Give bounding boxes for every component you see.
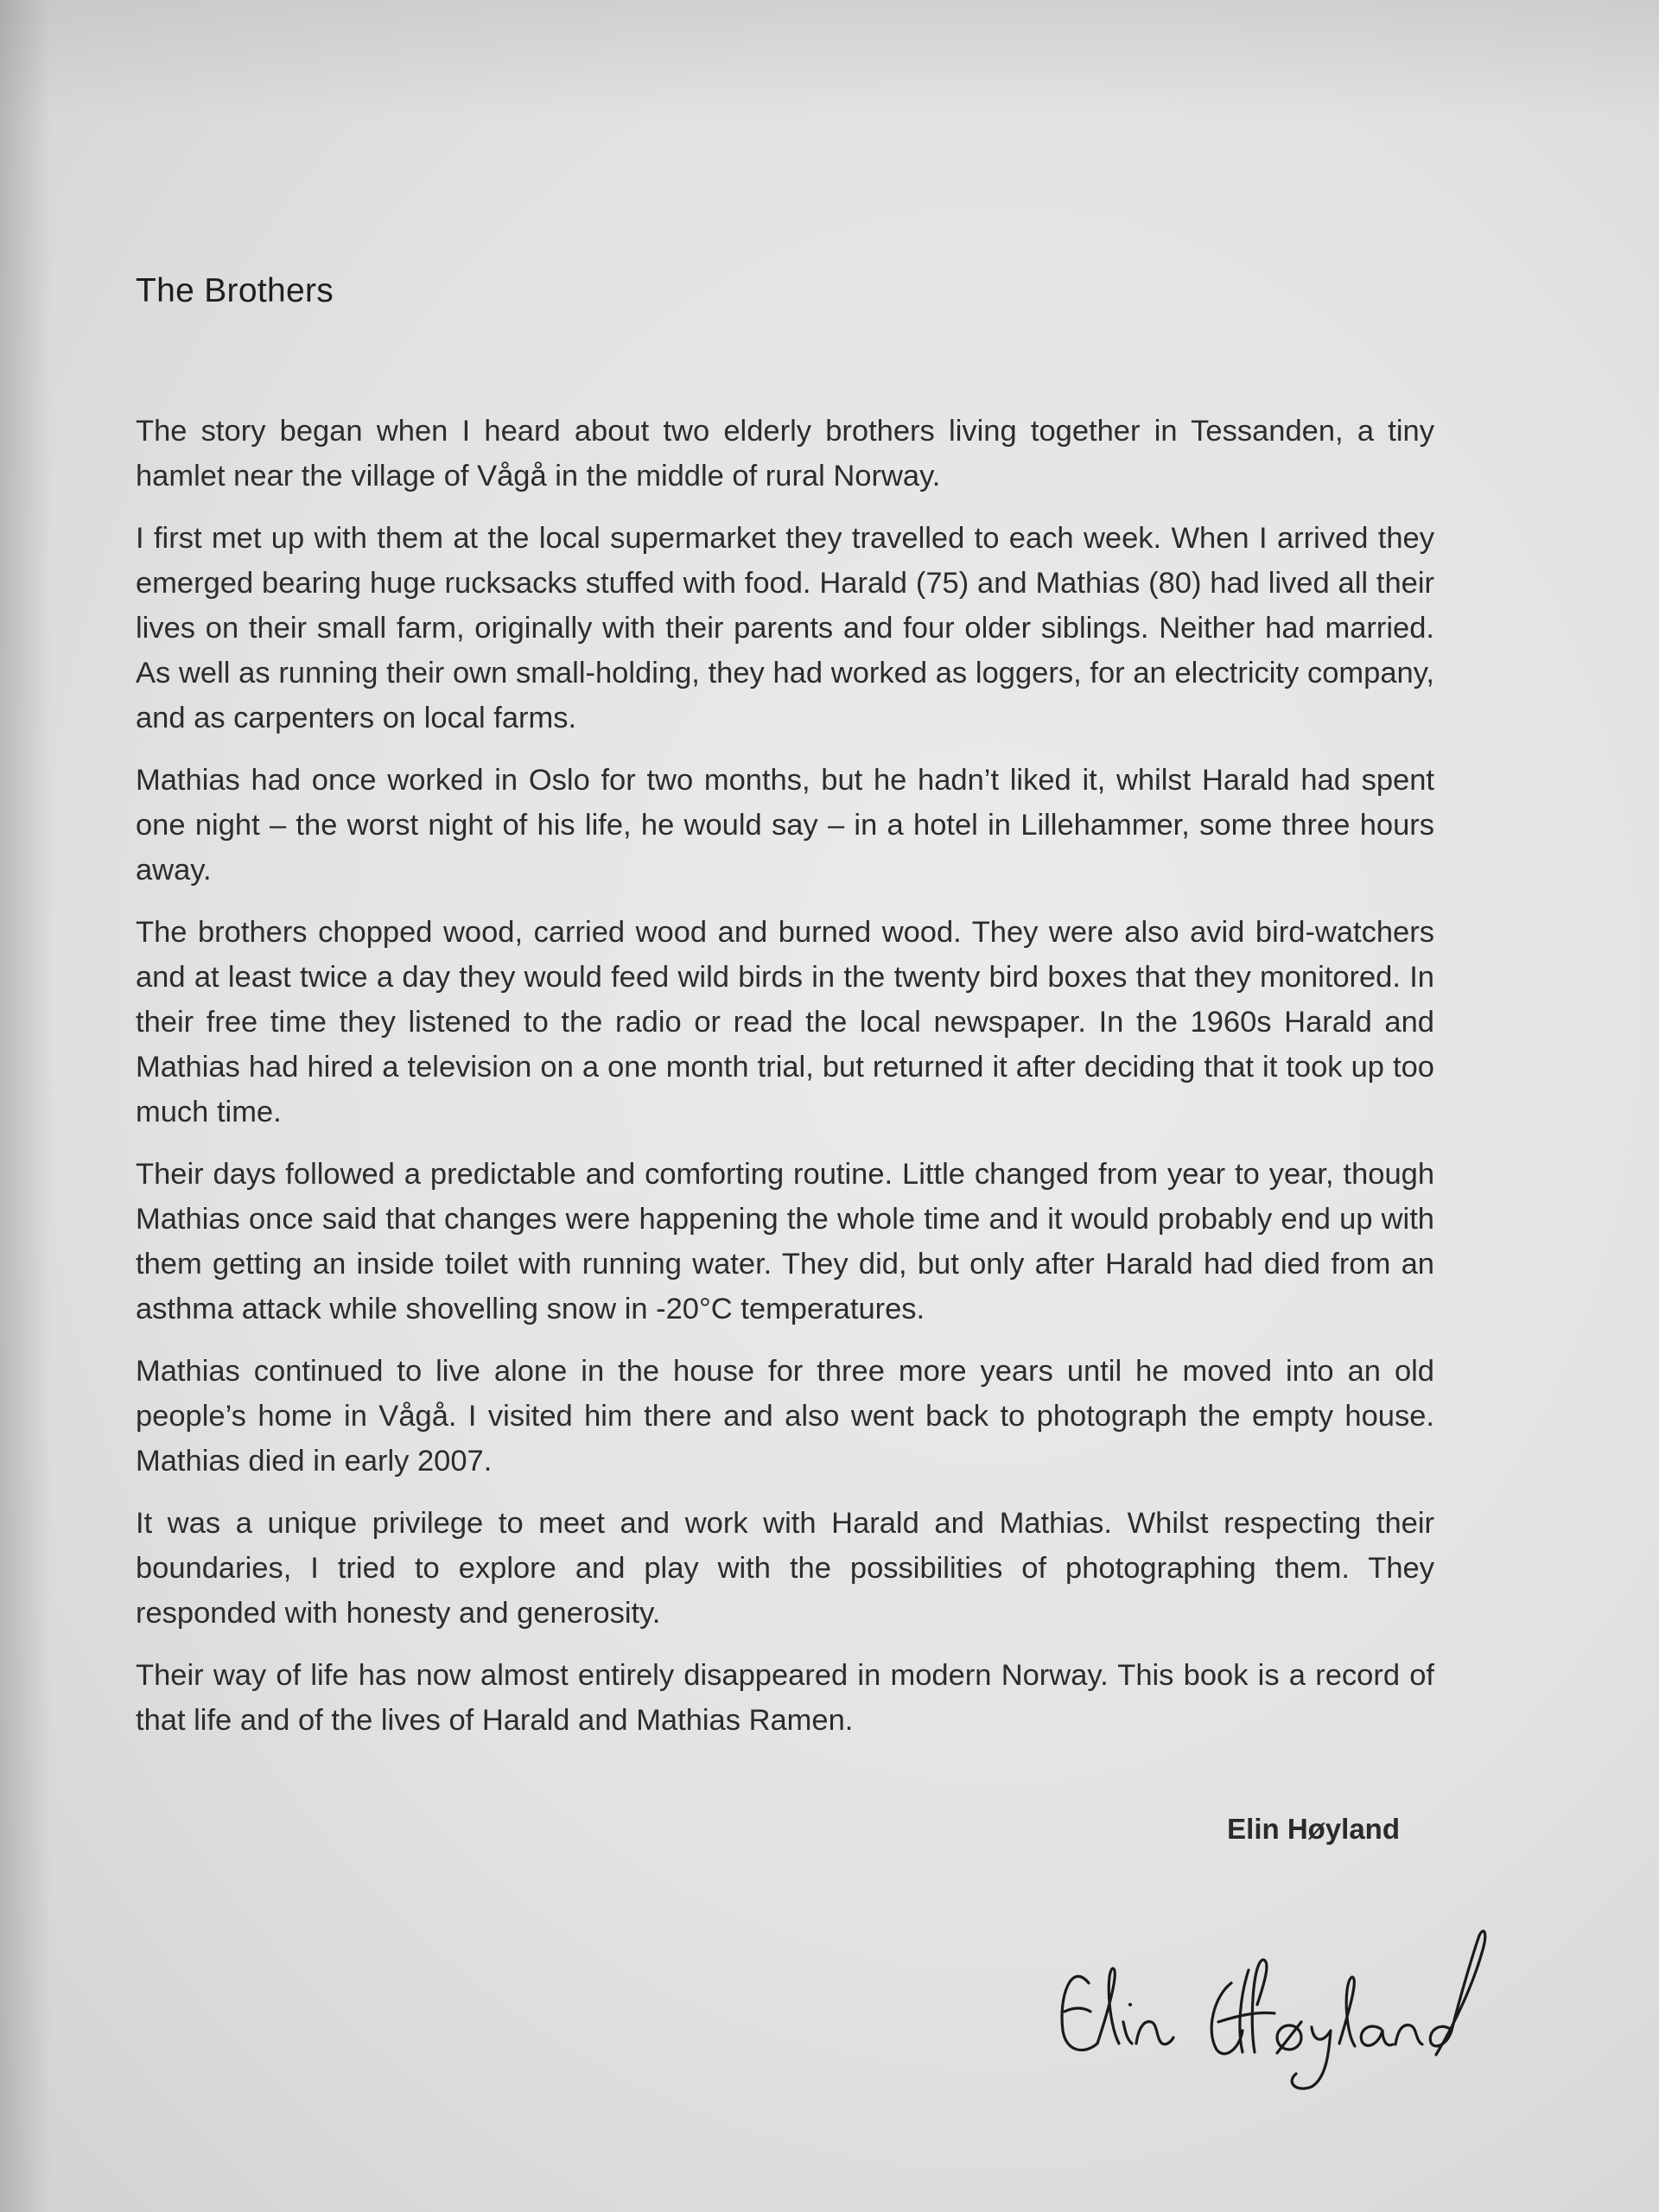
paragraph: Mathias had once worked in Oslo for two months, but he hadn’t liked it, whilst Harald had spent one night – the worst night of his life, he would say – in a hotel in Lillehammer, some three hours away.: [136, 764, 1434, 887]
paragraph: It was a unique privilege to meet and work with Harald and Mathias. Whilst respecting their boundaries, I tried to explore and play with the possibilities of photographing them. They responded with honesty and generosity.: [136, 1507, 1434, 1630]
handwritten-signature: [1037, 1901, 1521, 2100]
paragraph: Mathias continued to live alone in the house for three more years until he moved into an old people’s home in Vågå. I visited him there and also went back to photograph the empty house. Mathias died in early 2007.: [136, 1355, 1434, 1478]
paragraph: The brothers chopped wood, carried wood and burned wood. They were also avid bird-watchers and at least twice a day they would feed wild birds in the twenty bird boxes that they monitored. In their free time they listened to the radio or read the local newspaper. In the 1960s Harald and Mathias had hired a television on a one month trial, but returned it after deciding that it took up too much time.: [136, 916, 1434, 1128]
author-name: Elin Høyland: [1227, 1813, 1400, 1845]
page-shadow-top: [0, 0, 1659, 121]
author-credit: [136, 1813, 1400, 1846]
paragraph: I first met up with them at the local supermarket they travelled to each week. When I arrived they emerged bearing huge rucksacks stuffed with food. Harald (75) and Mathias (80) had lived all their lives on their small farm, originally with their parents and four older siblings. Neither had married. As well as running their own small-holding, they had worked as loggers, for an electricity company, and as carpenters on local farms.: [136, 522, 1434, 734]
paragraph: The story began when I heard about two elderly brothers living together in Tessanden, a tiny hamlet near the village of Vågå in the middle of rural Norway.: [136, 415, 1434, 493]
page-shadow-left: [0, 0, 52, 2212]
book-page: [136, 272, 1434, 1760]
body-text: [136, 409, 1434, 1743]
paragraph: Their way of life has now almost entirely disappeared in modern Norway. This book is a record of that life and of the lives of Harald and Mathias Ramen.: [136, 1659, 1434, 1737]
page-title: The Brothers: [136, 272, 334, 309]
paragraph: Their days followed a predictable and comforting routine. Little changed from year to year, though Mathias once said that changes were happening the whole time and it would probably end up with them getting an inside toilet with running water. They did, but only after Harald had died from an asthma attack while shovelling snow in -20°C temperatures.: [136, 1158, 1434, 1325]
